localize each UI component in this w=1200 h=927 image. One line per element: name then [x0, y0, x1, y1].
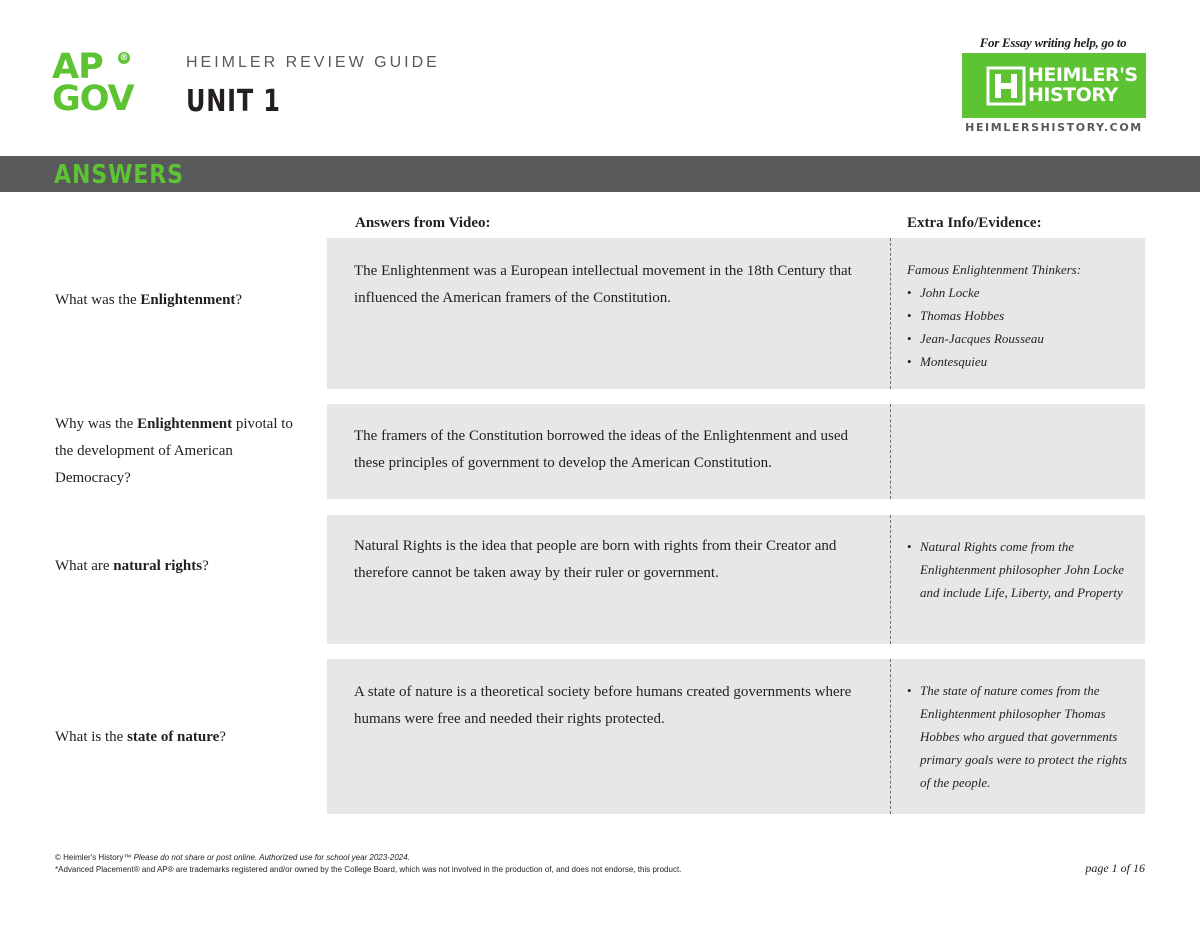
question-text: What is the state of nature?: [55, 729, 226, 745]
table-row: [0, 238, 1200, 389]
copyright-text: © Heimler's History™: [55, 853, 132, 862]
extra-info-title: Famous Enlightenment Thinkers:: [907, 262, 1082, 277]
answer-text: Natural Rights is the idea that people are born with rights from their Creator and therefore cannot be taken away by their ruler or government.: [354, 538, 837, 581]
answer-cell: [327, 515, 890, 644]
guide-label: HEIMLER REVIEW GUIDE: [186, 54, 440, 71]
heimler-h-icon: [986, 66, 1026, 106]
extra-info-cell: [890, 238, 1145, 389]
extra-info-cell: [890, 659, 1145, 814]
list-item: • Montesquieu: [907, 350, 1139, 373]
extra-info-cell: [890, 404, 1145, 499]
essay-help-text: For Essay writing help, go to: [979, 35, 1127, 50]
ap-gov-logo: [52, 47, 162, 122]
extra-column-heading: Extra Info/Evidence:: [907, 215, 1042, 231]
table-row: [0, 404, 1200, 499]
list-item: • Thomas Hobbes: [907, 304, 1139, 327]
answer-text: The Enlightenment was a European intellectual movement in the 18th Century that influenced the American framers of the Constitution.: [354, 263, 852, 306]
logo-gov-text: GOV: [52, 79, 134, 119]
answer-cell: [327, 238, 890, 389]
brand-name-line1: HEIMLER'S: [1028, 64, 1138, 86]
extra-info-text: [907, 679, 1139, 794]
question-text: What was the Enlightenment?: [55, 292, 243, 308]
answer-cell: [327, 404, 890, 499]
usage-notice: Please do not share or post online. Authorized use for school year 2023-2024.: [133, 853, 410, 862]
trademark-notice: *Advanced Placement® and AP® are trademarks registered and/or owned by the College Board, which was not involved in the production of, and does not endorse, this product.: [55, 865, 682, 874]
list-item: • The state of nature comes from the Enlightenment philosopher Thomas Hobbes who argued that governments primary goals were to protect the rights of the people.: [907, 679, 1139, 794]
extra-info-cell: [890, 515, 1145, 644]
registered-mark: ®: [119, 53, 129, 63]
extra-info-text: [907, 258, 1139, 373]
unit-title: UNIT 1: [186, 84, 281, 119]
section-title: ANSWERS: [54, 160, 184, 190]
brand-name-line2: HISTORY: [1028, 84, 1118, 106]
answer-text: A state of nature is a theoretical society before humans created governments where humans were free and needed their rights protected.: [354, 684, 852, 727]
footer-copyright-line: [55, 852, 681, 864]
list-item: • John Locke: [907, 281, 1139, 304]
question-text: Why was the Enlightenment pivotal to the development of American Democracy?: [55, 416, 293, 486]
footer-legal: [55, 852, 681, 876]
page-number: page 1 of 16: [1085, 861, 1145, 875]
question-text: What are natural rights?: [55, 558, 209, 574]
table-row: [0, 659, 1200, 814]
brand-url-link[interactable]: HEIMLERSHISTORY.COM: [965, 121, 1143, 134]
brand-name: [1028, 65, 1138, 105]
answer-cell: [327, 659, 890, 814]
answer-text: The framers of the Constitution borrowed the ideas of the Enlightenment and used these principles of government to develop the American Constitution.: [354, 428, 849, 471]
logo-ap-text: AP: [52, 47, 103, 87]
list-item: • Jean-Jacques Rousseau: [907, 327, 1139, 350]
answers-column-heading: Answers from Video:: [355, 215, 491, 231]
extra-info-text: [907, 535, 1139, 604]
table-row: [0, 515, 1200, 644]
heimlers-history-logo[interactable]: [962, 53, 1146, 118]
list-item: • Natural Rights come from the Enlightenment philosopher John Locke and include Life, Liberty, and Property: [907, 535, 1139, 604]
answers-section-bar: [0, 156, 1200, 192]
